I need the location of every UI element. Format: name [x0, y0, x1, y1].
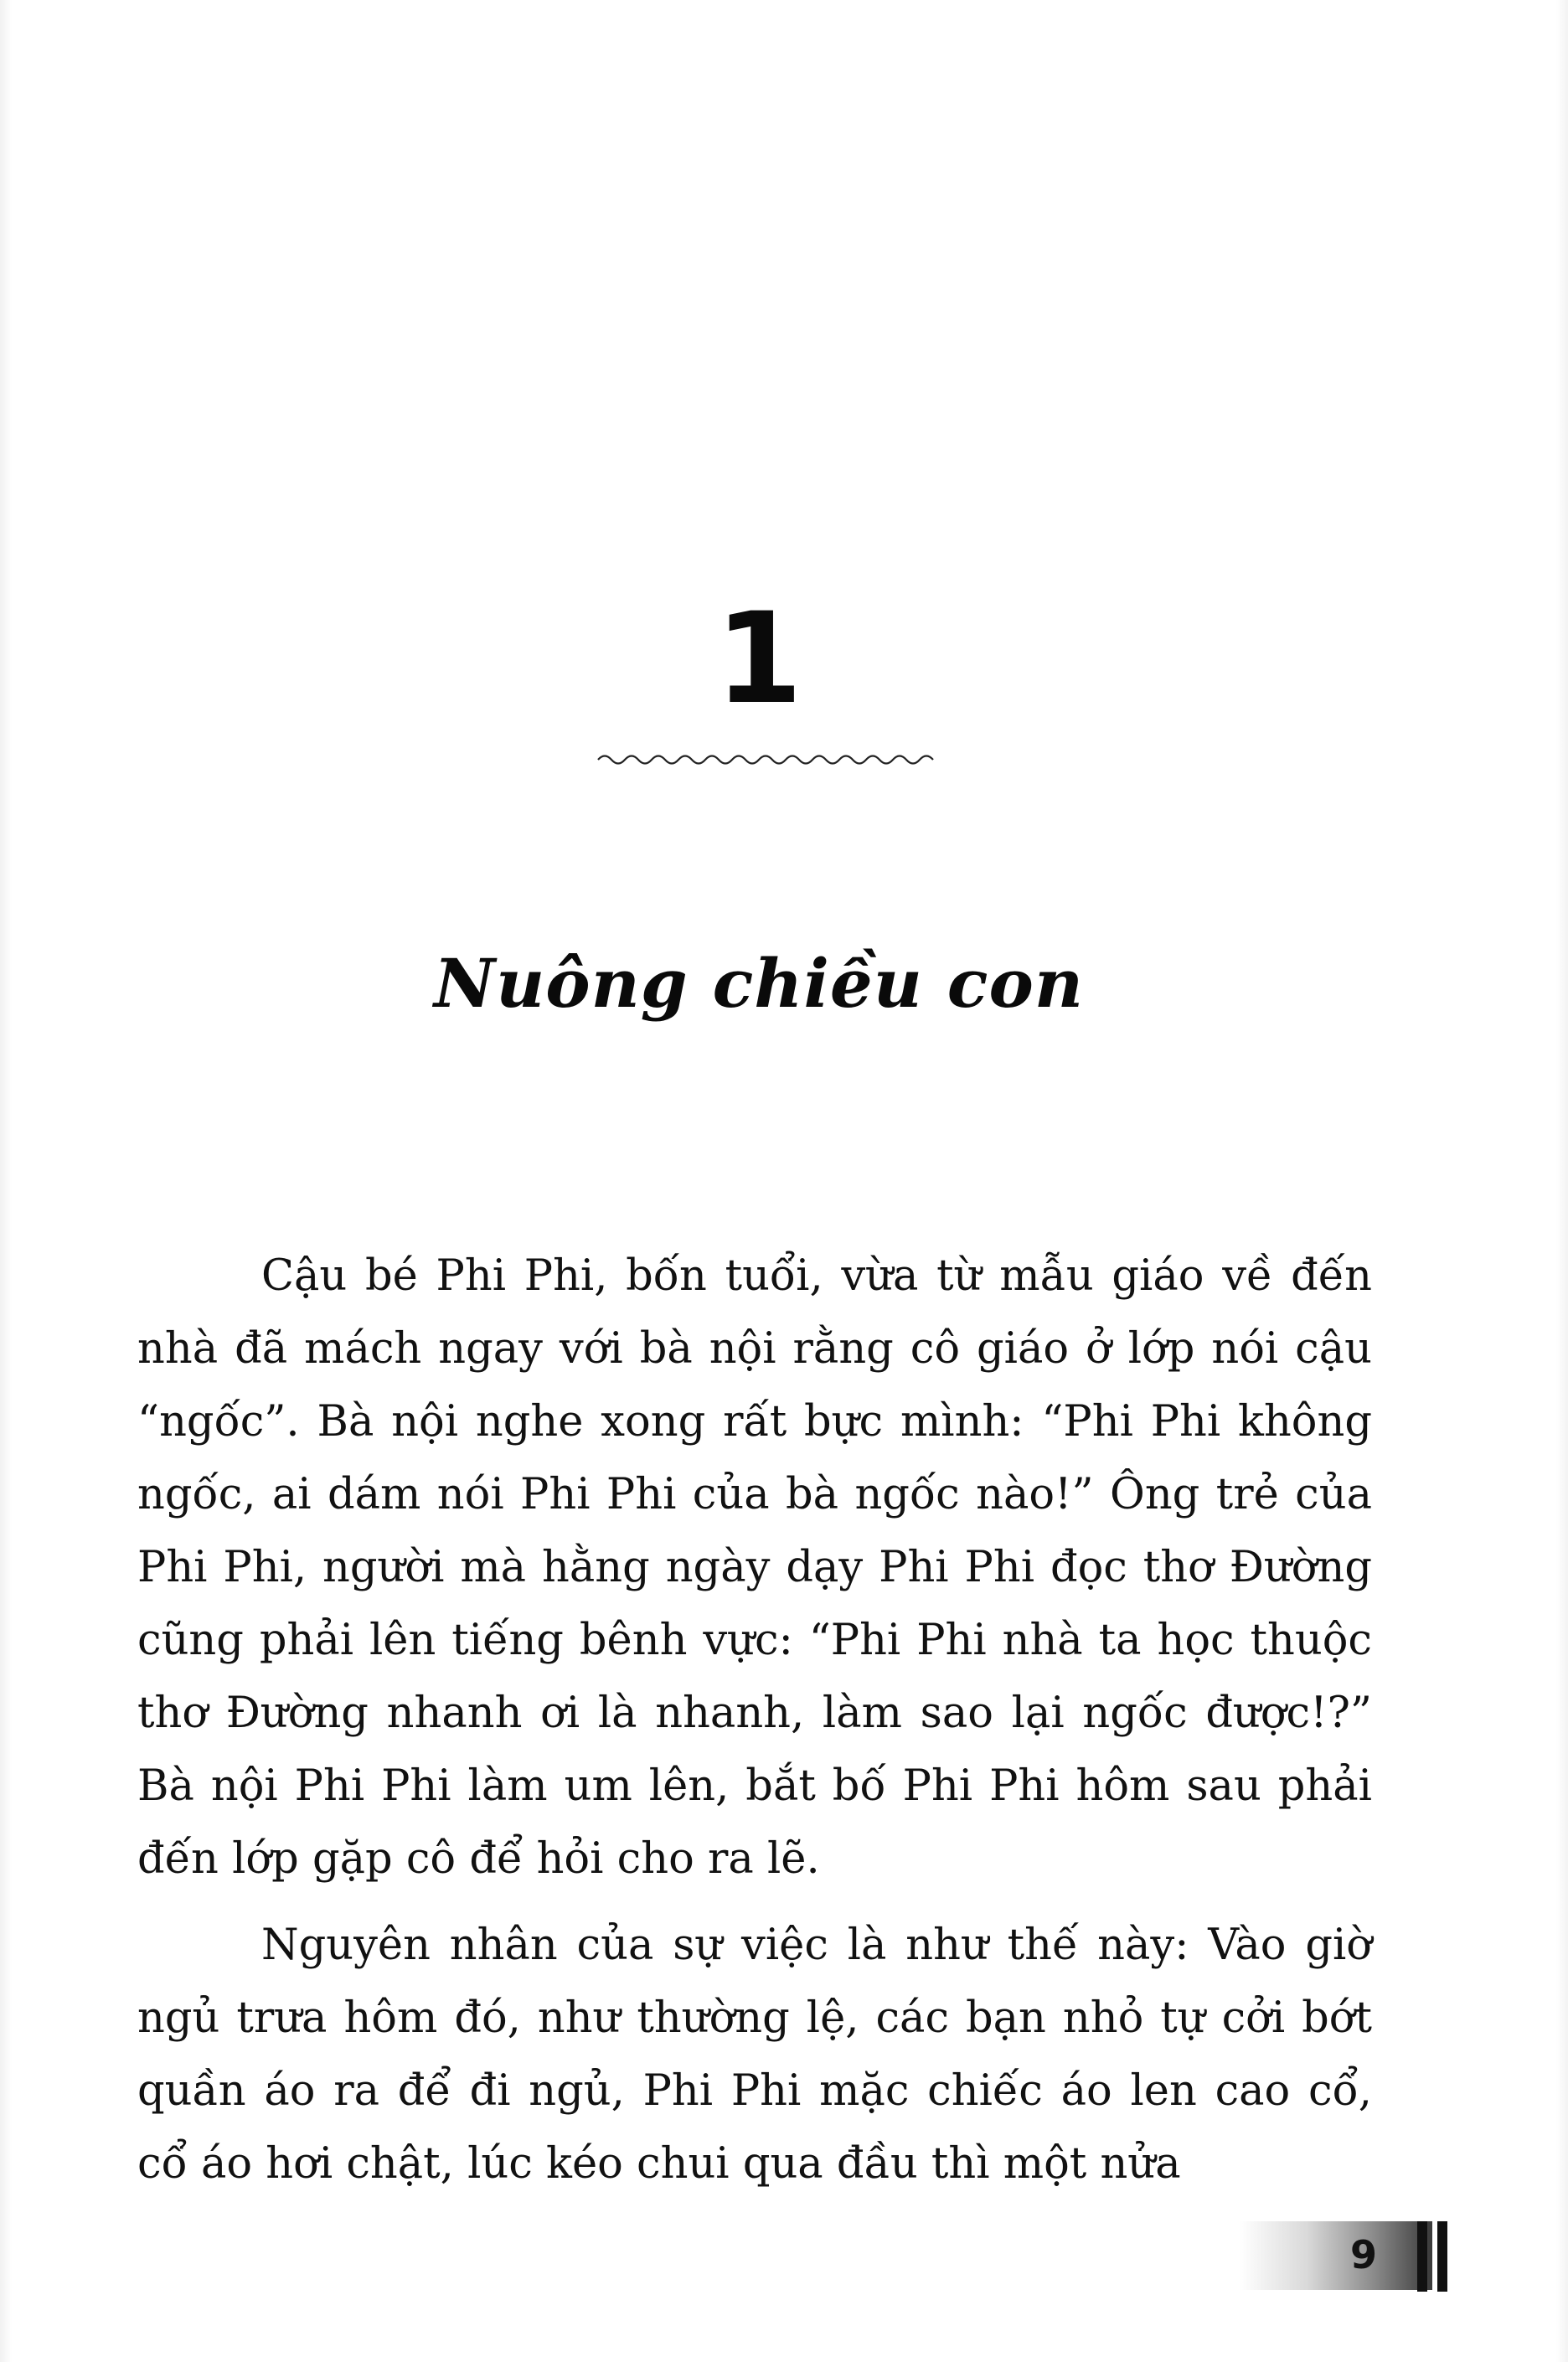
- footer-stripe: [1437, 2221, 1447, 2292]
- wavy-divider: [596, 750, 940, 769]
- chapter-title: Nuông chiều con: [433, 944, 1084, 1023]
- paragraph-2: Nguyên nhân của sự việc là như thế này: Vào giờ ngủ trưa hôm đó, như thường lệ, các bạn nhỏ tự cởi bớt quần áo ra để đi ngủ, Phi Phi mặc chiếc áo len cao cổ, cổ áo hơi chật, lúc kéo chui qua đầu thì một nửa: [137, 1921, 1372, 2189]
- body-text: [137, 1240, 1372, 2200]
- chapter-number: 1: [714, 586, 803, 732]
- paragraph-1: Cậu bé Phi Phi, bốn tuổi, vừa từ mẫu giáo về đến nhà đã mách ngay với bà nội rằng cô giáo ở lớp nói cậu “ngốc”. Bà nội nghe xong rất bực mình: “Phi Phi không ngốc, ai dám nói Phi Phi của bà ngốc nào!” Ông trẻ của Phi Phi, người mà hằng ngày dạy Phi Phi đọc thơ Đường cũng phải lên tiếng bênh vực: “Phi Phi nhà ta học thuộc thơ Đường nhanh ơi là nhanh, làm sao lại ngốc được!?” Bà nội Phi Phi làm um lên, bắt bố Phi Phi hôm sau phải đến lớp gặp cô để hỏi cho ra lẽ.: [137, 1251, 1372, 1884]
- footer-gradient-bar: [1240, 2221, 1432, 2290]
- page-number: 9: [1350, 2232, 1378, 2277]
- footer-stripe: [1417, 2221, 1427, 2292]
